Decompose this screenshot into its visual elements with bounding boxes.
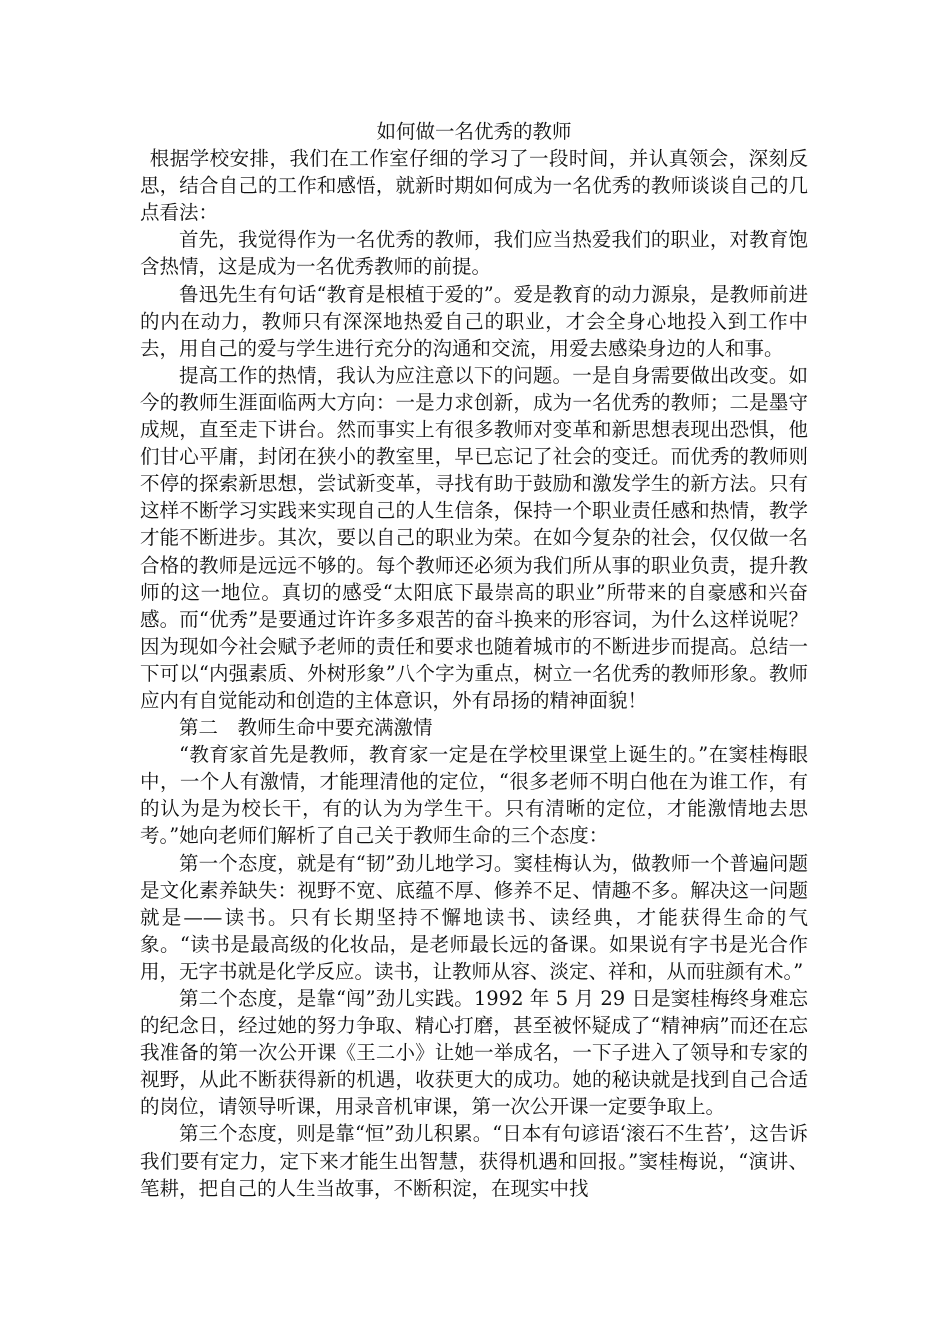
paragraph-lu-xun-quote: 鲁迅先生有句话“教育是根植于爱的”。爱是教育的动力源泉，是教师前进的内在动力，教师只有深深地热爱自己的职业，才会全身心地投入到工作中去，用自己的爱与学生进行充分的沟通和交流，用爱去感染身边的人和事。 [140,282,808,360]
document-page [140,118,808,1202]
document-title: 如何做一名优秀的教师 [376,120,572,143]
section-heading-passion: 第二 教师生命中要充满激情 [179,716,433,740]
paragraph-second-attitude: 第二个态度，是靠“闯”劲儿实践。1992 年 5 月 29 日是窦桂梅终身难忘的纪念日，经过她的努力争取、精心打磨，甚至被怀疑成了“精神病”而还在忘我准备的第一次公开课《王二小》让她一举成名，一下子进入了领导和专家的视野，从此不断获得新的机遇，收获更大的成功。她的秘诀就是找到自己合适的岗位，请领导听课，用录音机审课，第一次公开课一定要争取上。 [140,987,808,1119]
paragraph-intro: 根据学校安排，我们在工作室仔细的学习了一段时间，并认真领会，深刻反思，结合自己的工作和感悟，就新时期如何成为一名优秀的教师谈谈自己的几点看法： [140,147,808,225]
paragraph-first-attitude: 第一个态度，就是有“韧”劲儿地学习。窦桂梅认为，做教师一个普遍问题是文化素养缺失：视野不宽、底蕴不厚、修养不足、情趣不多。解决这一问题就是——读书。只有长期坚持不懈地读书、读经典，才能获得生命的气象。“读书是最高级的化妆品，是老师最长远的备课。如果说有字书是光合作用，无字书就是化学反应。读书，让教师从容、淡定、祥和，从而驻颜有术。” [140,851,808,983]
paragraph-educator-quote: “教育家首先是教师，教育家一定是在学校里课堂上诞生的。”在窦桂梅眼中，一个人有激情，才能理清他的定位，“很多老师不明白他在为谁工作，有的认为是为校长干，有的认为为学生干。只有清晰的定位，才能激情地去思考。”她向老师们解析了自己关于教师生命的三个态度： [140,743,808,848]
paragraph-work-passion: 提高工作的热情，我认为应注意以下的问题。一是自身需要做出改变。如今的教师生涯面临两大方向：一是力求创新，成为一名优秀的教师；二是墨守成规，直至走下讲台。然而事实上有很多教师对变革和新思想表现出恐惧，他们甘心平庸，封闭在狭小的教室里，早已忘记了社会的变迁。而优秀的教师则不停的探索新思想，尝试新变革，寻找有助于鼓励和激发学生的新方法。只有这样不断学习实践来实现自己的人生信条，保持一个职业责任感和热情，教学才能不断进步。其次，要以自己的职业为荣。在如今复杂的社会，仅仅做一名合格的教师是远远不够的。每个教师还必须为我们所从事的职业负责，提升教师的这一地位。真切的感受“太阳底下最崇高的职业”所带来的自豪感和兴奋感。而“优秀”是要通过许许多多艰苦的奋斗换来的形容词，为什么这样说呢？因为现如今社会赋予老师的责任和要求也随着城市的不断进步而提高。总结一下可以“内强素质、外树形象”八个字为重点，树立一名优秀的教师形象。教师应内有自觉能动和创造的主体意识，外有昂扬的精神面貌！ [140,363,808,712]
paragraph-love-profession: 首先，我觉得作为一名优秀的教师，我们应当热爱我们的职业，对教育饱含热情，这是成为一名优秀教师的前提。 [140,228,808,279]
paragraph-third-attitude: 第三个态度，则是靠“恒”劲儿积累。“日本有句谚语‘滚石不生苔’，这告诉我们要有定力，定下来才能生出智慧，获得机遇和回报。”窦桂梅说，“演讲、笔耕，把自己的人生当故事，不断积淀，在现实中找 [140,1122,808,1200]
